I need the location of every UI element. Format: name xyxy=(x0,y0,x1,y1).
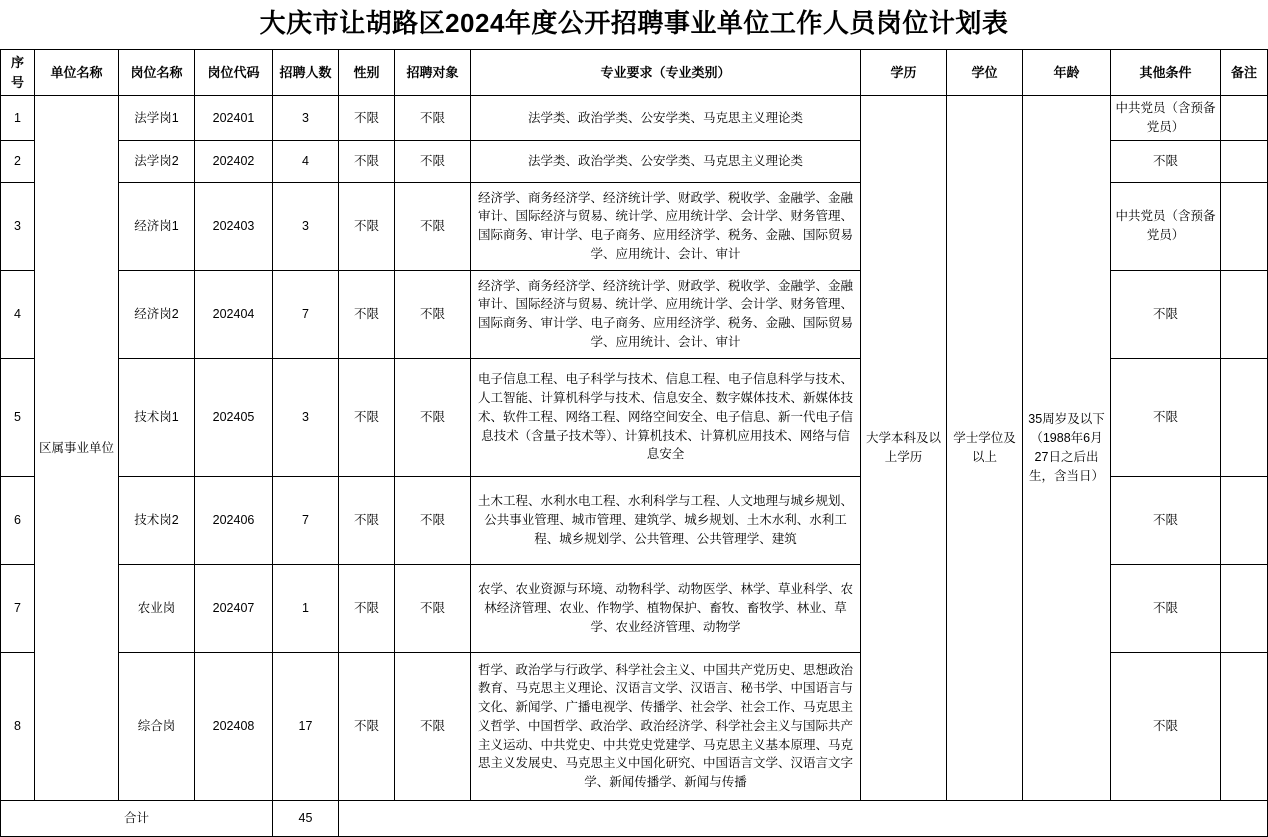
cell-seq: 8 xyxy=(1,652,35,800)
page-title: 大庆市让胡路区2024年度公开招聘事业单位工作人员岗位计划表 xyxy=(259,8,1009,38)
cell-code: 202403 xyxy=(195,182,273,270)
cell-edu-merged: 大学本科及以上学历 xyxy=(861,96,947,801)
cell-remark xyxy=(1221,270,1268,358)
cell-post: 法学岗2 xyxy=(119,140,195,182)
cell-target: 不限 xyxy=(395,140,471,182)
cell-degree-merged: 学士学位及以上 xyxy=(947,96,1023,801)
header-sex: 性别 xyxy=(339,50,395,96)
cell-other: 中共党员（含预备党员） xyxy=(1111,96,1221,141)
table-row xyxy=(1,96,1268,141)
cell-remark xyxy=(1221,564,1268,652)
cell-code: 202401 xyxy=(195,96,273,141)
cell-code: 202405 xyxy=(195,358,273,476)
cell-num: 3 xyxy=(273,182,339,270)
cell-num: 3 xyxy=(273,358,339,476)
header-edu: 学历 xyxy=(861,50,947,96)
cell-num: 17 xyxy=(273,652,339,800)
cell-total-blank xyxy=(339,800,1268,836)
cell-sex: 不限 xyxy=(339,140,395,182)
cell-target: 不限 xyxy=(395,652,471,800)
cell-sex: 不限 xyxy=(339,358,395,476)
header-remark: 备注 xyxy=(1221,50,1268,96)
cell-sex: 不限 xyxy=(339,270,395,358)
cell-seq: 6 xyxy=(1,476,35,564)
header-unit: 单位名称 xyxy=(35,50,119,96)
cell-sex: 不限 xyxy=(339,476,395,564)
cell-sex: 不限 xyxy=(339,652,395,800)
header-major: 专业要求（专业类别） xyxy=(471,50,861,96)
header-code: 岗位代码 xyxy=(195,50,273,96)
cell-post: 技术岗2 xyxy=(119,476,195,564)
cell-post: 综合岗 xyxy=(119,652,195,800)
cell-major: 哲学、政治学与行政学、科学社会主义、中国共产党历史、思想政治教育、马克思主义理论、汉语言文学、汉语言、秘书学、中国语言与文化、新闻学、广播电视学、传播学、社会学、社会工作、马克思主义哲学、中国哲学、政治学、政治经济学、科学社会主义与国际共产主义运动、中共党史、中共党史党建学、马克思主义基本原理、马克思主义发展史、马克思主义中国化研究、中国语言文学、汉语言文字学、新闻传播学、新闻与传播 xyxy=(471,652,861,800)
cell-major: 土木工程、水利水电工程、水利科学与工程、人文地理与城乡规划、公共事业管理、城市管理、建筑学、城乡规划、土木水利、水利工程、城乡规划学、公共管理、公共管理学、建筑 xyxy=(471,476,861,564)
cell-remark xyxy=(1221,140,1268,182)
cell-target: 不限 xyxy=(395,270,471,358)
header-post: 岗位名称 xyxy=(119,50,195,96)
cell-major: 农学、农业资源与环境、动物科学、动物医学、林学、草业科学、农林经济管理、农业、作物学、植物保护、畜牧、畜牧学、林业、草学、农业经济管理、动物学 xyxy=(471,564,861,652)
cell-seq: 2 xyxy=(1,140,35,182)
cell-other: 中共党员（含预备党员） xyxy=(1111,182,1221,270)
cell-unit-merged: 区属事业单位 xyxy=(35,96,119,801)
cell-major: 经济学、商务经济学、经济统计学、财政学、税收学、金融学、金融审计、国际经济与贸易、统计学、应用统计学、会计学、财务管理、国际商务、审计学、电子商务、应用经济学、税务、金融、国际贸易学、应用统计、会计、审计 xyxy=(471,182,861,270)
cell-remark xyxy=(1221,652,1268,800)
cell-total-label: 合计 xyxy=(1,800,273,836)
cell-sex: 不限 xyxy=(339,182,395,270)
cell-other: 不限 xyxy=(1111,564,1221,652)
cell-num: 3 xyxy=(273,96,339,141)
cell-remark xyxy=(1221,358,1268,476)
cell-num: 1 xyxy=(273,564,339,652)
cell-remark xyxy=(1221,476,1268,564)
cell-other: 不限 xyxy=(1111,358,1221,476)
cell-other: 不限 xyxy=(1111,140,1221,182)
cell-major: 法学类、政治学类、公安学类、马克思主义理论类 xyxy=(471,140,861,182)
cell-target: 不限 xyxy=(395,182,471,270)
cell-code: 202402 xyxy=(195,140,273,182)
header-other: 其他条件 xyxy=(1111,50,1221,96)
table-header-row xyxy=(1,50,1268,96)
cell-post: 农业岗 xyxy=(119,564,195,652)
header-seq: 序号 xyxy=(1,50,35,96)
cell-code: 202404 xyxy=(195,270,273,358)
cell-major: 法学类、政治学类、公安学类、马克思主义理论类 xyxy=(471,96,861,141)
header-age: 年龄 xyxy=(1023,50,1111,96)
cell-major: 电子信息工程、电子科学与技术、信息工程、电子信息科学与技术、人工智能、计算机科学与技术、信息安全、数字媒体技术、新媒体技术、软件工程、网络工程、网络空间安全、电子信息、新一代电子信息技术（含量子技术等）、计算机技术、计算机应用技术、网络与信息安全 xyxy=(471,358,861,476)
cell-target: 不限 xyxy=(395,96,471,141)
cell-sex: 不限 xyxy=(339,564,395,652)
cell-post: 技术岗1 xyxy=(119,358,195,476)
cell-num: 7 xyxy=(273,270,339,358)
header-degree: 学位 xyxy=(947,50,1023,96)
cell-seq: 3 xyxy=(1,182,35,270)
cell-code: 202407 xyxy=(195,564,273,652)
header-target: 招聘对象 xyxy=(395,50,471,96)
cell-other: 不限 xyxy=(1111,476,1221,564)
cell-other: 不限 xyxy=(1111,652,1221,800)
cell-other: 不限 xyxy=(1111,270,1221,358)
cell-post: 经济岗1 xyxy=(119,182,195,270)
cell-target: 不限 xyxy=(395,358,471,476)
cell-post: 法学岗1 xyxy=(119,96,195,141)
cell-code: 202408 xyxy=(195,652,273,800)
cell-seq: 5 xyxy=(1,358,35,476)
cell-target: 不限 xyxy=(395,564,471,652)
cell-seq: 4 xyxy=(1,270,35,358)
header-num: 招聘人数 xyxy=(273,50,339,96)
cell-target: 不限 xyxy=(395,476,471,564)
cell-code: 202406 xyxy=(195,476,273,564)
cell-seq: 7 xyxy=(1,564,35,652)
table-total-row xyxy=(1,800,1268,836)
cell-sex: 不限 xyxy=(339,96,395,141)
cell-post: 经济岗2 xyxy=(119,270,195,358)
cell-num: 4 xyxy=(273,140,339,182)
cell-seq: 1 xyxy=(1,96,35,141)
cell-age-merged: 35周岁及以下（1988年6月27日之后出生，含当日） xyxy=(1023,96,1111,801)
cell-remark xyxy=(1221,182,1268,270)
cell-remark xyxy=(1221,96,1268,141)
cell-total-number: 45 xyxy=(273,800,339,836)
cell-num: 7 xyxy=(273,476,339,564)
cell-major: 经济学、商务经济学、经济统计学、财政学、税收学、金融学、金融审计、国际经济与贸易、统计学、应用统计学、会计学、财务管理、国际商务、审计学、电子商务、应用经济学、税务、金融、国际贸易学、应用统计、会计、审计 xyxy=(471,270,861,358)
recruitment-plan-table xyxy=(0,49,1268,837)
